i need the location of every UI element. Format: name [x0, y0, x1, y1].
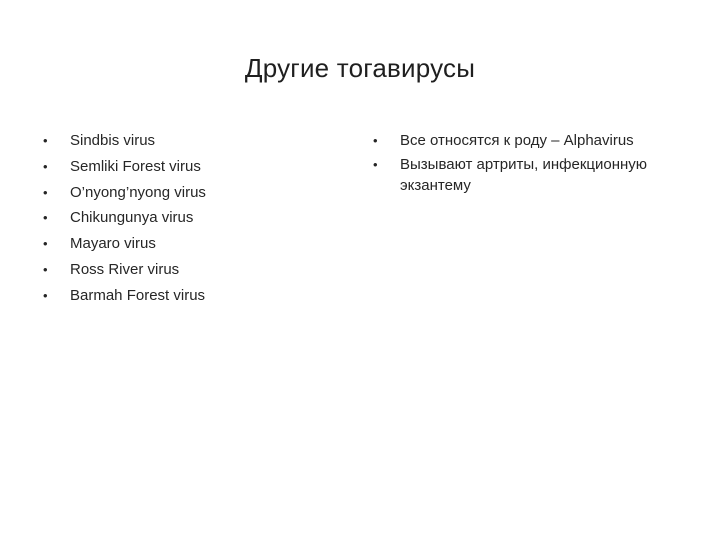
list-item [40, 231, 330, 257]
list-item [40, 257, 330, 283]
list-item-text: Sindbis virus [70, 132, 156, 149]
list-item-text: Chikungunya virus [70, 209, 194, 227]
list-item [40, 283, 330, 309]
bullet-icon: • [373, 133, 378, 148]
list-item [40, 205, 330, 231]
list-item-text: Вызывают артриты, инфекционную экзантему [400, 156, 648, 194]
properties-list [370, 128, 690, 197]
list-item [40, 154, 330, 180]
bullet-icon: • [43, 184, 48, 200]
bullet-icon: • [43, 210, 48, 226]
list-item [370, 128, 690, 151]
list-item-text: Mayaro virus [70, 235, 156, 253]
list-item-text: Barmah Forest virus [70, 286, 206, 304]
list-item-text: O’nyong’nyong virus [70, 183, 206, 201]
list-item-text: Semliki Forest virus [70, 157, 201, 175]
bullet-icon: • [43, 287, 48, 303]
list-item [40, 180, 330, 206]
virus-list [40, 128, 330, 309]
list-item [370, 152, 690, 196]
bullet-icon: • [373, 157, 378, 172]
bullet-icon: • [43, 236, 48, 252]
bullet-icon: • [43, 158, 48, 174]
list-item-text: Ross River virus [70, 260, 180, 278]
slide-title: Другие тогавирусы [244, 53, 476, 83]
list-item [40, 128, 330, 154]
bullet-icon: • [43, 261, 48, 277]
list-item-text: Все относятся к роду – Alphavirus [400, 132, 634, 149]
bullet-icon: • [43, 133, 48, 148]
